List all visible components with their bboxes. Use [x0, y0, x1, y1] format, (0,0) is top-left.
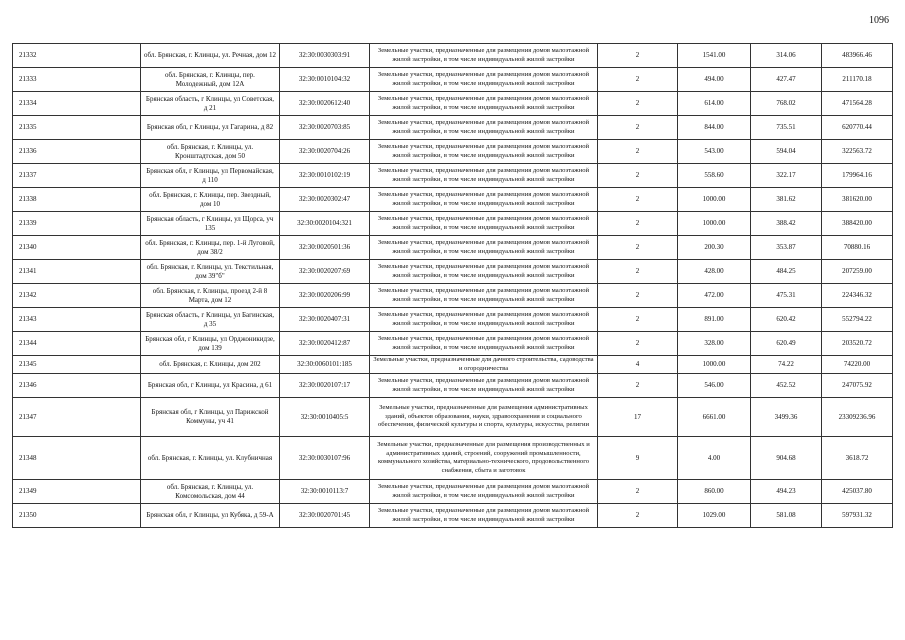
group-cell: 17: [598, 398, 678, 437]
cadastral-number-cell: 32:30:0020703:85: [280, 116, 370, 140]
cadastral-value-cell: 597931.32: [822, 504, 893, 528]
land-use-cell: Земельные участки, предназначенные для размещения домов малоэтажной жилой застройки, в том числе индивидуальной жилой застройки: [370, 332, 598, 356]
row-number: 21345: [13, 356, 141, 374]
group-cell: 2: [598, 164, 678, 188]
address-cell: обл. Брянская, г. Клинцы, ул. Кронштадтская, дом 50: [141, 140, 280, 164]
row-number: 21335: [13, 116, 141, 140]
address-cell: обл. Брянская, г. Клинцы, пер. 1-й Луговой, дом 38/2: [141, 236, 280, 260]
land-use-cell: Земельные участки, предназначенные для размещения домов малоэтажной жилой застройки, в том числе индивидуальной жилой застройки: [370, 284, 598, 308]
cadastral-value-cell: 322563.72: [822, 140, 893, 164]
row-number: 21343: [13, 308, 141, 332]
row-number: 21346: [13, 374, 141, 398]
cadastral-number-cell: 32:30:0020704:26: [280, 140, 370, 164]
area-cell: 494.00: [678, 68, 751, 92]
cadastral-value-cell: 425037.80: [822, 480, 893, 504]
area-cell: 1029.00: [678, 504, 751, 528]
land-use-cell: Земельные участки, предназначенные для размещения домов малоэтажной жилой застройки, в том числе индивидуальной жилой застройки: [370, 140, 598, 164]
row-number: 21336: [13, 140, 141, 164]
area-cell: 472.00: [678, 284, 751, 308]
land-use-cell: Земельные участки, предназначенные для размещения домов малоэтажной жилой застройки, в том числе индивидуальной жилой застройки: [370, 212, 598, 236]
group-cell: 2: [598, 212, 678, 236]
address-cell: обл. Брянская, г. Клинцы, ул. Речная, дом 12: [141, 44, 280, 68]
group-cell: 2: [598, 68, 678, 92]
row-number: 21340: [13, 236, 141, 260]
cadastral-number-cell: 32:30:0020501:36: [280, 236, 370, 260]
address-cell: обл. Брянская, г. Клинцы, пер. Молодежный, дом 12А: [141, 68, 280, 92]
specific-value-cell: 904.68: [751, 437, 822, 480]
land-use-cell: Земельные участки, предназначенные для дачного строительства, садоводства и огородничества: [370, 356, 598, 374]
cadastral-value-cell: 23309236.96: [822, 398, 893, 437]
specific-value-cell: 74.22: [751, 356, 822, 374]
specific-value-cell: 381.62: [751, 188, 822, 212]
area-cell: 1000.00: [678, 212, 751, 236]
area-cell: 1000.00: [678, 188, 751, 212]
land-use-cell: Земельные участки, предназначенные для размещения домов малоэтажной жилой застройки, в том числе индивидуальной жилой застройки: [370, 504, 598, 528]
cadastral-number-cell: 32:30:0030303:91: [280, 44, 370, 68]
area-cell: 891.00: [678, 308, 751, 332]
cadastral-number-cell: 32:30:0020701:45: [280, 504, 370, 528]
cadastral-number-cell: 32:30:0060101:185: [280, 356, 370, 374]
specific-value-cell: 452.52: [751, 374, 822, 398]
land-use-cell: Земельные участки, предназначенные для размещения административных зданий, объектов образования, науки, здравоохранения и социального обеспечения, физической культуры и спорта, культуры, искусства, религии: [370, 398, 598, 437]
cadastral-number-cell: 32:30:0020612:40: [280, 92, 370, 116]
specific-value-cell: 475.31: [751, 284, 822, 308]
land-use-cell: Земельные участки, предназначенные для размещения домов малоэтажной жилой застройки, в том числе индивидуальной жилой застройки: [370, 236, 598, 260]
group-cell: 2: [598, 480, 678, 504]
land-use-cell: Земельные участки, предназначенные для размещения домов малоэтажной жилой застройки, в том числе индивидуальной жилой застройки: [370, 480, 598, 504]
area-cell: 6661.00: [678, 398, 751, 437]
table-row: [13, 374, 893, 398]
cadastral-number-cell: 32:30:0020412:87: [280, 332, 370, 356]
group-cell: 2: [598, 374, 678, 398]
row-number: 21337: [13, 164, 141, 188]
land-use-cell: Земельные участки, предназначенные для размещения домов малоэтажной жилой застройки, в том числе индивидуальной жилой застройки: [370, 92, 598, 116]
cadastral-value-table: [12, 43, 893, 528]
cadastral-value-cell: 471564.28: [822, 92, 893, 116]
area-cell: 4.00: [678, 437, 751, 480]
cadastral-value-cell: 552794.22: [822, 308, 893, 332]
cadastral-value-cell: 3618.72: [822, 437, 893, 480]
cadastral-value-cell: 207259.00: [822, 260, 893, 284]
specific-value-cell: 322.17: [751, 164, 822, 188]
land-use-cell: Земельные участки, предназначенные для размещения домов малоэтажной жилой застройки, в том числе индивидуальной жилой застройки: [370, 188, 598, 212]
cadastral-value-cell: 203520.72: [822, 332, 893, 356]
area-cell: 428.00: [678, 260, 751, 284]
group-cell: 2: [598, 332, 678, 356]
table-body: [13, 44, 893, 528]
cadastral-number-cell: 32:30:0030107:96: [280, 437, 370, 480]
row-number: 21342: [13, 284, 141, 308]
table-row: [13, 480, 893, 504]
land-use-cell: Земельные участки, предназначенные для размещения домов малоэтажной жилой застройки, в том числе индивидуальной жилой застройки: [370, 164, 598, 188]
group-cell: 2: [598, 92, 678, 116]
table-row: [13, 284, 893, 308]
specific-value-cell: 735.51: [751, 116, 822, 140]
group-cell: 2: [598, 44, 678, 68]
table-row: [13, 212, 893, 236]
specific-value-cell: 388.42: [751, 212, 822, 236]
cadastral-value-cell: 620770.44: [822, 116, 893, 140]
specific-value-cell: 620.42: [751, 308, 822, 332]
cadastral-value-cell: 74220.00: [822, 356, 893, 374]
cadastral-value-cell: 388420.00: [822, 212, 893, 236]
cadastral-value-cell: 483966.46: [822, 44, 893, 68]
group-cell: 2: [598, 188, 678, 212]
area-cell: 614.00: [678, 92, 751, 116]
row-number: 21332: [13, 44, 141, 68]
cadastral-value-cell: 179964.16: [822, 164, 893, 188]
cadastral-number-cell: 32:30:0010405:5: [280, 398, 370, 437]
page-number: 1096: [869, 15, 889, 26]
table-row: [13, 164, 893, 188]
group-cell: 2: [598, 236, 678, 260]
group-cell: 9: [598, 437, 678, 480]
address-cell: обл. Брянская, г. Клинцы, проезд 2-й 8 Марта, дом 12: [141, 284, 280, 308]
land-use-cell: Земельные участки, предназначенные для размещения домов малоэтажной жилой застройки, в том числе индивидуальной жилой застройки: [370, 308, 598, 332]
specific-value-cell: 494.23: [751, 480, 822, 504]
table-row: [13, 398, 893, 437]
area-cell: 860.00: [678, 480, 751, 504]
address-cell: Брянская обл, г Клинцы, ул Кубяка, д 59-А: [141, 504, 280, 528]
table-row: [13, 504, 893, 528]
table-row: [13, 44, 893, 68]
area-cell: 1541.00: [678, 44, 751, 68]
row-number: 21350: [13, 504, 141, 528]
row-number: 21333: [13, 68, 141, 92]
group-cell: 2: [598, 260, 678, 284]
specific-value-cell: 581.08: [751, 504, 822, 528]
cadastral-number-cell: 32:30:0020207:69: [280, 260, 370, 284]
land-use-cell: Земельные участки, предназначенные для размещения производственных и административных зданий, строений, сооружений промышленности, коммунального хозяйства, материально-технического, продовольственного снабжения, сбыта и заготовок: [370, 437, 598, 480]
table-row: [13, 68, 893, 92]
group-cell: 2: [598, 504, 678, 528]
address-cell: Брянская обл, г Клинцы, ул Орджоникидзе, дом 139: [141, 332, 280, 356]
address-cell: Брянская область, г Клинцы, ул Багинская, д 35: [141, 308, 280, 332]
specific-value-cell: 768.02: [751, 92, 822, 116]
address-cell: обл. Брянская, г. Клинцы, ул. Комсомольская, дом 44: [141, 480, 280, 504]
table-row: [13, 260, 893, 284]
specific-value-cell: 3499.36: [751, 398, 822, 437]
row-number: 21349: [13, 480, 141, 504]
group-cell: 2: [598, 284, 678, 308]
land-use-cell: Земельные участки, предназначенные для размещения домов малоэтажной жилой застройки, в том числе индивидуальной жилой застройки: [370, 44, 598, 68]
address-cell: Брянская обл, г Клинцы, ул Парижской Коммуны, уч 41: [141, 398, 280, 437]
cadastral-number-cell: 32:30:0010102:19: [280, 164, 370, 188]
row-number: 21341: [13, 260, 141, 284]
row-number: 21348: [13, 437, 141, 480]
address-cell: Брянская область, г Клинцы, ул Щорса, уч 135: [141, 212, 280, 236]
specific-value-cell: 427.47: [751, 68, 822, 92]
group-cell: 2: [598, 116, 678, 140]
area-cell: 558.60: [678, 164, 751, 188]
specific-value-cell: 353.87: [751, 236, 822, 260]
cadastral-number-cell: 32:30:0010113:7: [280, 480, 370, 504]
table-row: [13, 236, 893, 260]
table-row: [13, 188, 893, 212]
address-cell: Брянская обл, г Клинцы, ул Красина, д 61: [141, 374, 280, 398]
area-cell: 844.00: [678, 116, 751, 140]
table-row: [13, 92, 893, 116]
table-row: [13, 140, 893, 164]
row-number: 21334: [13, 92, 141, 116]
specific-value-cell: 594.04: [751, 140, 822, 164]
cadastral-number-cell: 32:30:0020107:17: [280, 374, 370, 398]
cadastral-number-cell: 32:30:0020104:321: [280, 212, 370, 236]
address-cell: Брянская обл, г Клинцы, ул Гагарина, д 82: [141, 116, 280, 140]
row-number: 21338: [13, 188, 141, 212]
area-cell: 543.00: [678, 140, 751, 164]
group-cell: 2: [598, 308, 678, 332]
cadastral-number-cell: 32:30:0020407:31: [280, 308, 370, 332]
specific-value-cell: 484.25: [751, 260, 822, 284]
address-cell: обл. Брянская, г. Клинцы, ул. Клубничная: [141, 437, 280, 480]
cadastral-value-cell: 247075.92: [822, 374, 893, 398]
row-number: 21339: [13, 212, 141, 236]
address-cell: Брянская обл, г Клинцы, ул Первомайская, д 110: [141, 164, 280, 188]
table-row: [13, 437, 893, 480]
table-row: [13, 356, 893, 374]
area-cell: 546.00: [678, 374, 751, 398]
cadastral-number-cell: 32:30:0020206:99: [280, 284, 370, 308]
row-number: 21344: [13, 332, 141, 356]
land-use-cell: Земельные участки, предназначенные для размещения домов малоэтажной жилой застройки, в том числе индивидуальной жилой застройки: [370, 68, 598, 92]
address-cell: обл. Брянская, г. Клинцы, ул. Текстильная, дом 39"б": [141, 260, 280, 284]
cadastral-value-cell: 70880.16: [822, 236, 893, 260]
area-cell: 200.30: [678, 236, 751, 260]
table-row: [13, 308, 893, 332]
land-use-cell: Земельные участки, предназначенные для размещения домов малоэтажной жилой застройки, в том числе индивидуальной жилой застройки: [370, 116, 598, 140]
row-number: 21347: [13, 398, 141, 437]
specific-value-cell: 314.06: [751, 44, 822, 68]
table-row: [13, 332, 893, 356]
specific-value-cell: 620.49: [751, 332, 822, 356]
group-cell: 2: [598, 140, 678, 164]
cadastral-number-cell: 32:30:0020302:47: [280, 188, 370, 212]
table-row: [13, 116, 893, 140]
cadastral-value-cell: 211170.18: [822, 68, 893, 92]
cadastral-number-cell: 32:30:0010104:32: [280, 68, 370, 92]
area-cell: 328.00: [678, 332, 751, 356]
land-use-cell: Земельные участки, предназначенные для размещения домов малоэтажной жилой застройки, в том числе индивидуальной жилой застройки: [370, 374, 598, 398]
address-cell: обл. Брянская, г. Клинцы, пер. Звездный, дом 10: [141, 188, 280, 212]
cadastral-value-cell: 224346.32: [822, 284, 893, 308]
address-cell: Брянская область, г Клинцы, ул Советская, д 21: [141, 92, 280, 116]
land-use-cell: Земельные участки, предназначенные для размещения домов малоэтажной жилой застройки, в том числе индивидуальной жилой застройки: [370, 260, 598, 284]
address-cell: обл. Брянская, г. Клинцы, дом 202: [141, 356, 280, 374]
area-cell: 1000.00: [678, 356, 751, 374]
cadastral-value-cell: 381620.00: [822, 188, 893, 212]
group-cell: 4: [598, 356, 678, 374]
